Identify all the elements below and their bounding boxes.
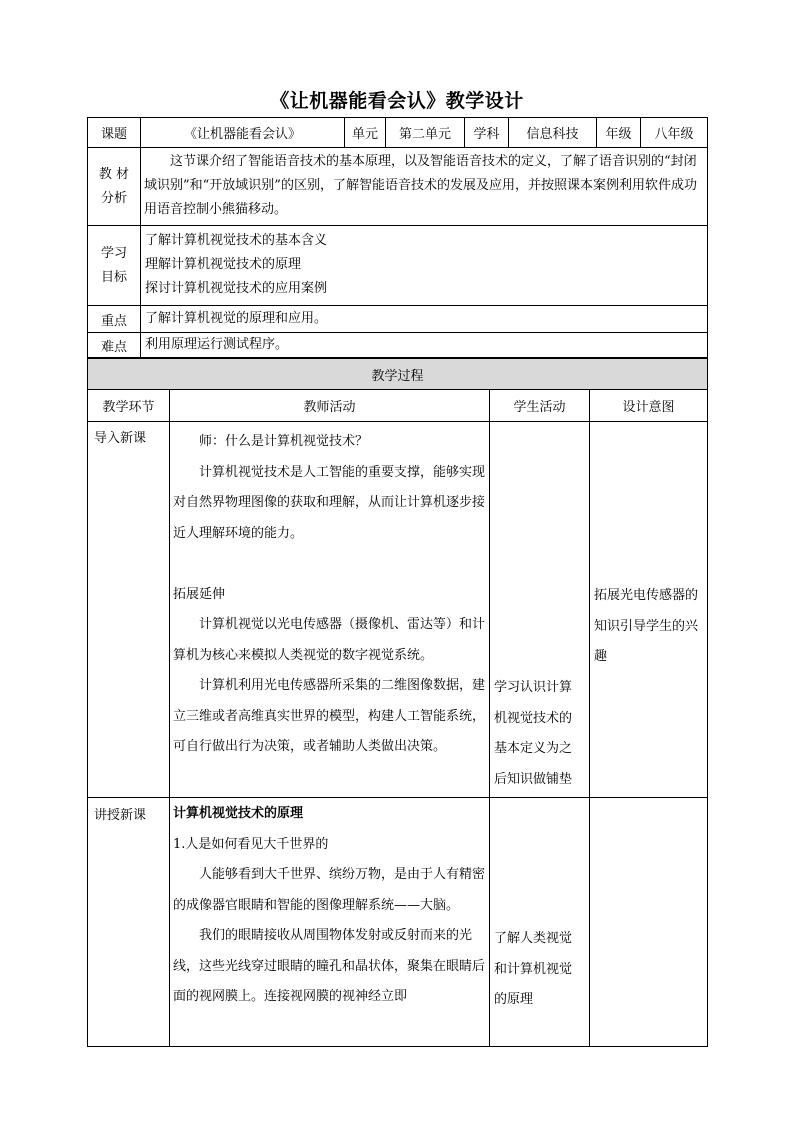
analysis-paragraph: 这节课介绍了智能语音技术的基本原理，以及智能语音技术的定义，了解了语音识别的“封闭域识别”和“开放域识别”的区别，了解智能语音技术的发展及应用，并按照课本案例利用软件成功用语音控制小熊猫移动。 <box>144 154 697 217</box>
goals-label-line2: 目标 <box>100 269 127 285</box>
process-header: 教学过程 <box>88 359 707 389</box>
teacher-activity-lecture <box>173 799 485 1013</box>
analysis-label-line2: 分析 <box>100 190 127 206</box>
process-table <box>87 358 708 1047</box>
unit-value: 第二单元 <box>398 127 451 142</box>
subject-label: 学科 <box>473 127 500 142</box>
intro-spacer <box>173 549 485 580</box>
document-title: 《让机器能看会认》教学设计 <box>270 90 524 112</box>
lecture-paragraph-1: 人能够看到大千世界、缤纷万物，是由于人有精密的成像器官眼睛和智能的图像理解系统——大脑。 <box>173 867 486 913</box>
teacher-activity-intro <box>173 427 485 763</box>
analysis-label-line1: 教 材 <box>98 166 130 182</box>
intro-question: 师：什么是计算机视觉技术？ <box>199 434 369 449</box>
difficulty-label: 难点 <box>100 339 127 355</box>
goals-list <box>145 229 700 303</box>
analysis-text <box>144 150 704 224</box>
key-point-text: 了解计算机视觉的原理和应用。 <box>145 311 328 326</box>
column-header-teacher: 教师活动 <box>303 400 356 415</box>
course-value: 《让机器能看会认》 <box>183 127 301 142</box>
goal-item-1: 了解计算机视觉技术的基本含义 <box>145 233 328 248</box>
intro-extension-detail: 计算机利用光电传感器所采集的二维图像数据，建立三维或者高维真实世界的模型，构建人工智能系统，可自行做出行为决策，或者辅助人类做出决策。 <box>173 678 486 754</box>
goals-label <box>88 226 140 305</box>
intro-definition: 计算机视觉技术是人工智能的重要支撑，能够实现对自然界物理图像的获取和理解，从而让计算机逐步接近人理解环境的能力。 <box>173 464 486 541</box>
unit-label: 单元 <box>351 127 378 142</box>
stage-lecture: 讲授新课 <box>94 808 147 823</box>
intro-extension-text: 计算机视觉以光电传感器（摄像机、雷达等）和计算机为核心来模拟人类视觉的数字视觉系统。 <box>173 617 486 663</box>
goal-item-3: 探讨计算机视觉技术的应用案例 <box>145 281 328 296</box>
lecture-subheading: 1.人是如何看见大千世界的 <box>173 836 329 852</box>
grade-value: 八年级 <box>654 127 694 142</box>
student-activity-intro: 学习认识计算机视觉技术的基本定义为之后知识做铺垫 <box>494 680 573 787</box>
goals-label-line1: 学习 <box>100 245 127 261</box>
info-table <box>87 117 708 358</box>
column-header-stage: 教学环节 <box>102 400 155 415</box>
column-header-student: 学生活动 <box>513 400 566 415</box>
grade-label: 年级 <box>605 127 632 142</box>
stage-intro: 导入新课 <box>94 431 147 446</box>
intro-extension-title: 拓展延伸 <box>173 586 226 602</box>
key-point-label: 重点 <box>100 313 127 329</box>
course-label: 课题 <box>100 127 127 142</box>
student-activity-lecture: 了解人类视觉和计算机视觉的原理 <box>494 931 573 1007</box>
lecture-paragraph-2: 我们的眼睛接收从周围物体发射或反射而来的光线，这些光线穿过眼睛的瞳孔和晶状体，聚集在眼睛后面的视网膜上。连接视网膜的视神经立即 <box>173 928 486 1004</box>
goal-item-2: 理解计算机视觉技术的原理 <box>145 257 302 272</box>
column-header-intent: 设计意图 <box>622 400 675 415</box>
lecture-heading: 计算机视觉技术的原理 <box>173 806 304 821</box>
difficulty-text: 利用原理运行测试程序。 <box>145 337 289 352</box>
subject-value: 信息科技 <box>526 127 579 142</box>
design-intent-intro: 拓展光电传感器的知识引导学生的兴趣 <box>594 588 699 664</box>
analysis-label <box>88 148 140 225</box>
